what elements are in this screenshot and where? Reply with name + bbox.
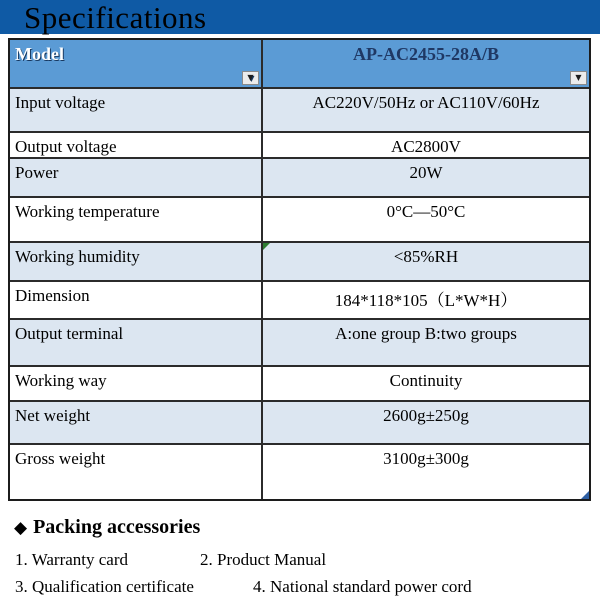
accessory-item: 2. Product Manual [200,550,327,569]
spec-label: Power [10,159,263,196]
chevron-down-icon: ▼ [247,73,254,82]
table-row [10,445,589,499]
table-row [10,89,589,133]
spec-value-text: <85%RH [393,247,459,266]
table-row [10,159,589,198]
spec-label: Working humidity [10,243,263,280]
packing-accessories-title: Packing accessories [33,516,201,538]
spec-label: Working way [10,367,263,400]
table-row [10,133,589,159]
spec-label: Output voltage [10,133,263,157]
table-header-row [10,40,589,89]
spec-value: AC2800V [391,137,461,156]
model-number: AP-AC2455-28A/B [353,44,499,64]
header-value-cell [263,40,589,87]
table-row [10,282,589,320]
table-row [10,367,589,402]
spec-value: A:one group B:two groups [335,324,517,343]
cell-error-indicator-triangle [263,243,270,250]
spec-value: Continuity [389,371,463,390]
spec-value [263,445,589,499]
cell-comment-indicator-triangle [581,491,589,499]
page-title: Specifications [24,0,207,35]
title-banner [0,0,600,34]
table-row [10,198,589,243]
accessory-item: 3. Qualification certificate [15,577,194,596]
header-label-cell [10,40,263,87]
spec-label: Input voltage [10,89,263,131]
spec-value-text: 3100g±300g [383,449,469,468]
spec-value: AC220V/50Hz or AC110V/60Hz [312,93,540,112]
spec-value: 20W [409,163,443,182]
spec-value: 0°C—50°C [386,202,466,221]
accessory-item: 1. Warranty card [15,550,129,569]
spec-value [263,243,589,280]
table-row [10,402,589,445]
spec-value: 184*118*105（L*W*H） [334,291,518,310]
accessories-line [15,550,600,570]
table-row [10,243,589,282]
filter-dropdown-button[interactable] [570,71,587,85]
chevron-down-icon: ▼ [575,73,582,82]
spec-label: Working temperature [10,198,263,241]
accessory-item: 4. National standard power cord [253,577,472,596]
spec-label: Net weight [10,402,263,443]
spec-label: Dimension [10,282,263,318]
spec-label: Gross weight [10,445,263,499]
filter-dropdown-button[interactable] [242,71,259,85]
accessories-line [15,577,600,597]
diamond-bullet-icon: ◆ [14,518,28,537]
spec-label: Output terminal [10,320,263,365]
packing-accessories-heading [14,516,600,539]
header-label: Model [15,44,64,64]
specification-table [8,38,591,501]
spec-value: 2600g±250g [383,406,469,425]
table-row [10,320,589,367]
